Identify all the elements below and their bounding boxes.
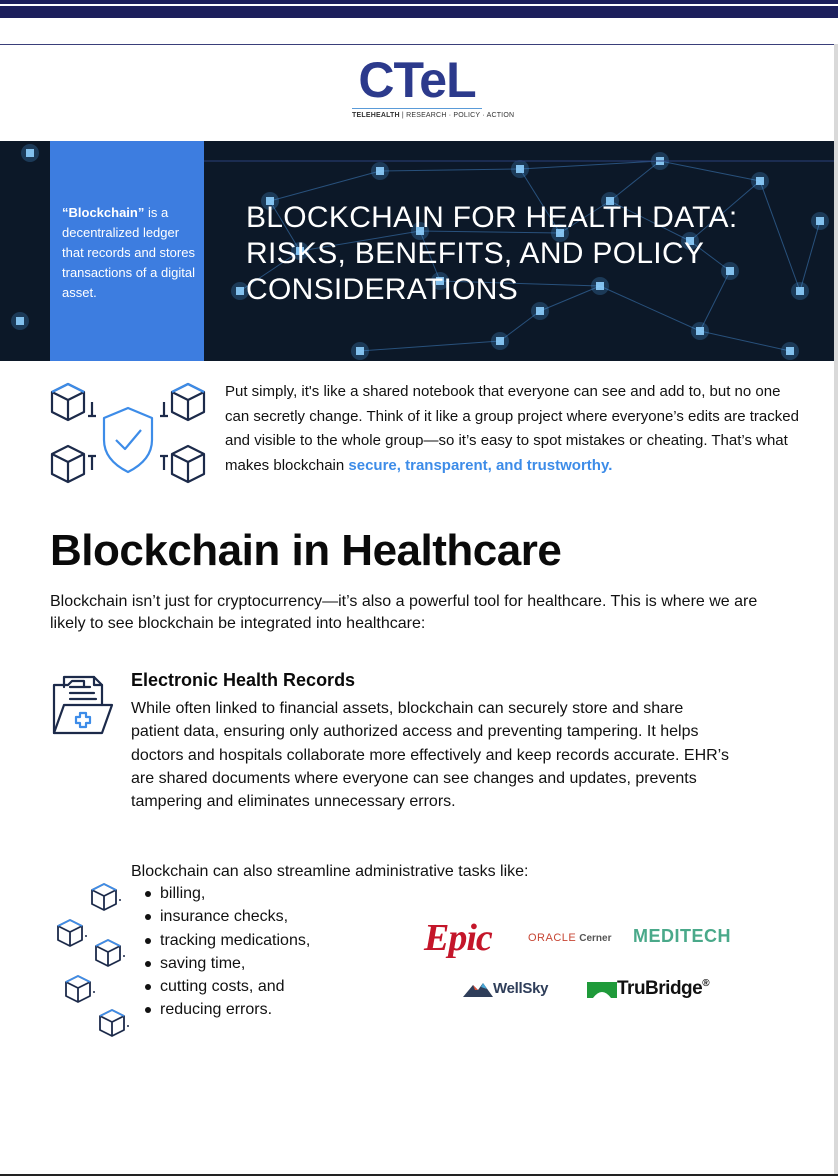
- section-lead: Blockchain isn’t just for cryptocurrency—it’s also a powerful tool for healthcare. This is where we are likely to see blockchain be integrated into healthcare:: [50, 593, 758, 632]
- network-node: [356, 347, 364, 355]
- network-node: [236, 287, 244, 295]
- network-node: [496, 337, 504, 345]
- cube-cluster-icon: [52, 880, 132, 1042]
- trubridge-word: TruBridge: [617, 978, 703, 999]
- network-link: [660, 161, 760, 181]
- network-node: [536, 307, 544, 315]
- ctel-logo: [352, 52, 515, 125]
- admin-task-list: [160, 882, 310, 1022]
- section-heading: Blockchain in Healthcare: [50, 526, 562, 575]
- logo-tagline-rest: | RESEARCH · POLICY · ACTION: [399, 112, 515, 119]
- list-item: reducing errors.: [160, 998, 310, 1021]
- list-item: cutting costs, and: [160, 975, 310, 998]
- network-node: [16, 317, 24, 325]
- ehr-title: Electronic Health Records: [131, 670, 356, 690]
- medical-folder-icon: [50, 675, 114, 739]
- intro-highlight: secure, transparent, and trustworthy.: [348, 456, 613, 474]
- shield-check-blockchain-icon: [48, 380, 208, 492]
- network-node: [816, 217, 824, 225]
- trubridge-logo: [587, 978, 709, 1004]
- trubridge-arc-icon: [587, 980, 617, 998]
- top-banner-bar: [0, 0, 838, 18]
- oracle-word: ORACLE: [528, 932, 577, 944]
- network-node: [756, 177, 764, 185]
- network-node: [786, 347, 794, 355]
- meditech-logo: MEDITECH: [633, 926, 731, 946]
- ehr-body: While often linked to financial assets, blockchain can securely store and share patient data, ensuring only authorized access and preventing tampering. It helps doctors and hospitals collaborate more effectively and keep records accurate. EHR’s are shared documents where everyone can see changes and updates, prevents tampering and eliminates unnecessary errors.: [131, 700, 729, 811]
- cerner-word: Cerner: [579, 933, 612, 944]
- definition-term: “Blockchain”: [62, 205, 145, 220]
- definition-body: is a decentralized ledger that records and stores transactions of a digital asset.: [62, 205, 195, 300]
- wellsky-word: WellSky: [493, 980, 549, 998]
- intro-text: Put simply, it's like a shared notebook that everyone can see and add to, but no one can secretly change. Think of it like a group project where everyone’s edits are tracked and visible to the whole group—so it’s easy to spot mistakes or cheating. That’s what makes blockchain: [225, 383, 799, 474]
- hero-banner: [0, 141, 834, 361]
- network-link: [380, 169, 520, 171]
- wellsky-logo: [463, 980, 548, 1002]
- header-rule: [0, 44, 834, 45]
- network-link: [360, 341, 500, 351]
- network-link: [520, 161, 660, 169]
- top-banner-stripe: [0, 4, 838, 6]
- list-item: insurance checks,: [160, 905, 310, 928]
- network-link: [700, 331, 790, 351]
- network-node: [516, 165, 524, 173]
- network-node: [376, 167, 384, 175]
- logo-divider: [352, 108, 482, 109]
- list-item: tracking medications,: [160, 929, 310, 952]
- network-link: [610, 161, 660, 201]
- page-edge: [834, 44, 838, 1176]
- trademark-mark: ®: [702, 978, 710, 989]
- network-node: [26, 149, 34, 157]
- wellsky-mountain-icon: [463, 981, 493, 997]
- list-item: billing,: [160, 882, 310, 905]
- network-link: [270, 171, 380, 201]
- definition-text: [62, 203, 200, 303]
- list-item: saving time,: [160, 952, 310, 975]
- network-node: [696, 327, 704, 335]
- intro-paragraph: [225, 380, 805, 478]
- page-title: BLOCKCHAIN FOR HEALTH DATA: RISKS, BENEFITS, AND POLICY CONSIDERATIONS: [246, 201, 738, 306]
- epic-logo: Epic: [424, 917, 492, 959]
- oracle-cerner-logo: [528, 932, 612, 944]
- logo-tagline: [352, 112, 515, 119]
- admin-intro: Blockchain can also streamline administrative tasks like:: [131, 863, 529, 880]
- logo-tagline-bold: TELEHEALTH: [352, 112, 400, 119]
- logo-word: CTeL: [358, 52, 476, 108]
